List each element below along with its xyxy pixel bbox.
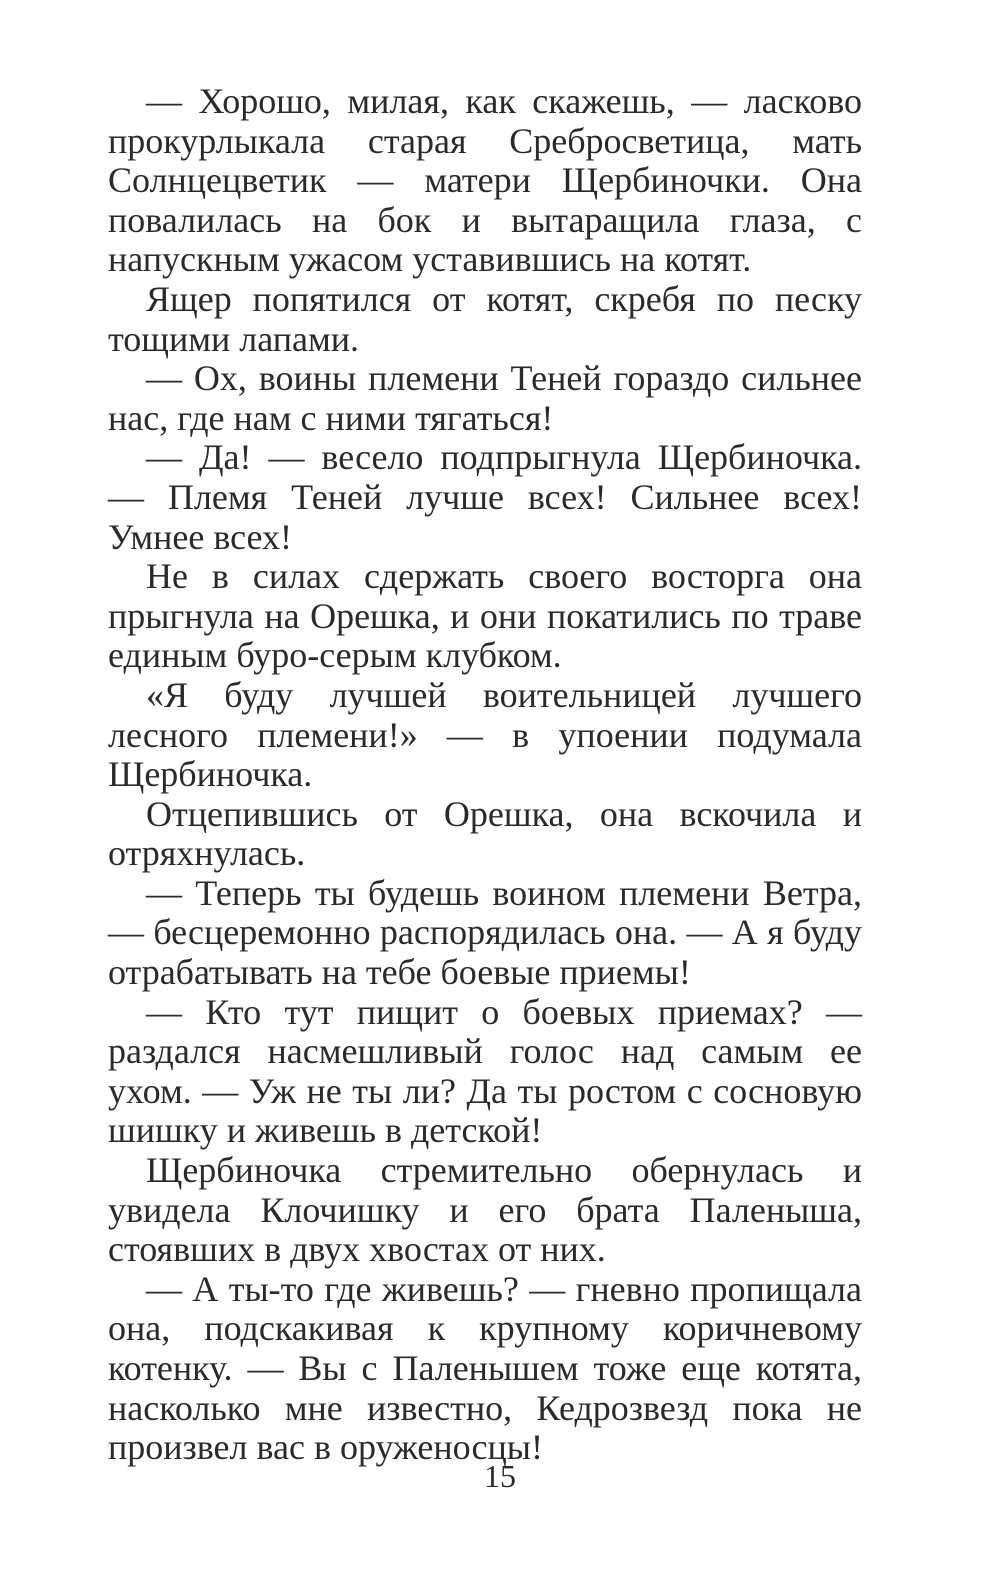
- paragraph: Щербиночка стремительно обернулась и увидела Клочишку и его брата Паленыша, стоявших в двух хвостах от них.: [108, 1150, 862, 1270]
- paragraph: Отцепившись от Орешка, она вскочила и отряхнулась.: [108, 793, 862, 874]
- paragraph: — Да! — весело подпрыгнула Щербиночка. — Племя Теней лучше всех! Сильнее всех! Умнее всех!: [108, 437, 862, 557]
- paragraph: — А ты-то где живешь? — гневно пропищала она, подскакивая к крупному коричневому котенку. — Вы с Паленышем тоже еще котята, насколько мне известно, Кедрозвезд пока не произвел вас в оруженосцы!: [108, 1268, 862, 1468]
- page-text: [108, 82, 862, 1468]
- page-number: 15: [484, 1458, 516, 1494]
- paragraph: — Хорошо, милая, как скажешь, — ласково прокурлыкала старая Среброcветица, мать Солнцецветик — матери Щербиночки. Она повалилась на бок и вытаращила глаза, с напускным ужасом уставившись на котят.: [108, 81, 862, 280]
- paragraph: — Ох, воины племени Теней гораздо сильнее нас, где нам с ними тягаться!: [108, 358, 862, 438]
- paragraph: «Я буду лучшей воительницей лучшего лесного племени!» — в упоении подумала Щербиночка.: [108, 674, 862, 795]
- paragraph: Не в силах сдержать своего восторга она прыгнула на Орешка, и они покатились по траве единым буро-серым клубком.: [108, 556, 862, 676]
- paragraph: — Кто тут пищит о боевых приемах? — раздался насмешливый голос над самым ее ухом. — Уж не ты ли? Да ты ростом с сосновую шишку и живешь в детской!: [108, 991, 862, 1151]
- paragraph: Ящер попятился от котят, скребя по песку тощими лапами.: [108, 278, 862, 359]
- paragraph: — Теперь ты будешь воином племени Ветра, — бесцеремонно распорядилась она. — А я буду отрабатывать на тебе боевые приемы!: [108, 872, 862, 993]
